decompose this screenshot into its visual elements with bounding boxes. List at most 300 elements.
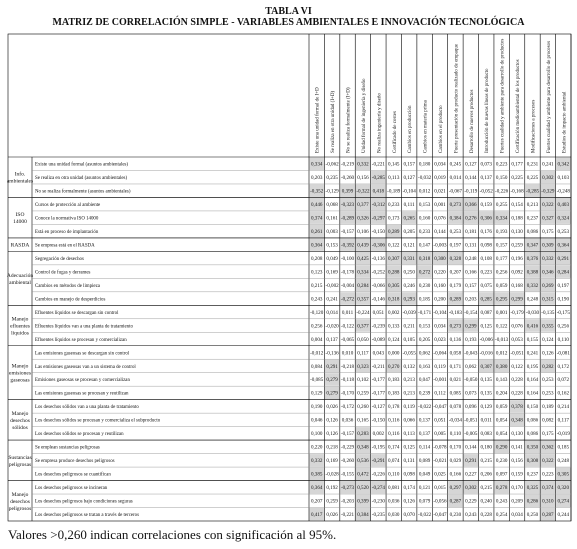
cell-value: 0,256	[495, 269, 508, 276]
cell-value: -0,195	[371, 444, 385, 451]
cell-value: -0,136	[325, 350, 339, 357]
cell-value: 0,169	[326, 269, 338, 276]
cell-value: -0,224	[356, 309, 370, 316]
cell-value: 0,131	[403, 458, 415, 465]
cell-value: -0,051	[510, 350, 524, 357]
cell-value: 0,254	[495, 512, 508, 519]
cell-value: -0,297	[371, 215, 385, 222]
cell-value: 0,207	[449, 269, 462, 276]
cell-value: 0,284	[557, 269, 570, 276]
cell-value: 0,183	[388, 390, 400, 397]
cell-value: 0,325	[526, 485, 539, 492]
cell-value: 0,137	[326, 336, 338, 343]
row-label: Los desechos peligrosos se cuantifican	[35, 472, 111, 478]
column-header: Certificación medioambiental de los productos	[516, 59, 522, 153]
cell-value: -0,150	[371, 417, 385, 424]
cell-value: 0,364	[310, 242, 323, 249]
cell-value: 0,248	[557, 458, 570, 465]
cell-value: 0,183	[388, 377, 400, 384]
cell-value: 0,259	[326, 498, 338, 505]
cell-value: 0,072	[557, 377, 570, 384]
cell-value: 0,273	[449, 201, 462, 208]
cell-value: 0,177	[495, 255, 508, 262]
cell-value: 0,165	[357, 417, 369, 424]
cell-value: 0,334	[495, 215, 508, 222]
cell-value: 0,049	[418, 471, 431, 478]
cell-value: 0,218	[326, 444, 338, 451]
group-label: Adecuación ambiental	[6, 272, 34, 286]
cell-value: 0,237	[526, 215, 539, 222]
cell-value: 0,074	[388, 458, 400, 465]
cell-value: 0,200	[434, 296, 446, 303]
cell-value: 0,177	[511, 161, 523, 168]
cell-value: -0,020	[325, 323, 339, 330]
cell-value: 0,188	[511, 215, 523, 222]
cell-value: 0,132	[403, 363, 415, 370]
cell-value: 0,196	[511, 255, 523, 262]
cell-value: 0,144	[465, 175, 477, 182]
cell-value: 0,157	[495, 242, 508, 249]
cell-value: -0,178	[340, 269, 355, 276]
row-label: Las emisiones gaseosas van a un sistema de control	[35, 364, 136, 370]
cell-value: 0,122	[495, 323, 508, 330]
cell-value: 0,399	[341, 188, 354, 195]
cell-value: 0,102	[357, 377, 369, 384]
cell-value: 0,240	[480, 498, 492, 505]
cell-value: -0,062	[325, 161, 339, 168]
cell-value: 0,026	[326, 404, 338, 411]
cell-value: 0,208	[310, 255, 323, 262]
row-label: Se empresa produce desechos peligrosos	[35, 459, 115, 465]
cell-value: 0,315	[542, 296, 554, 303]
cell-value: -0,047	[433, 404, 447, 411]
cell-value: 0,326	[357, 215, 369, 222]
row-label: Los desechos sólidos se procesan y reutilizan	[35, 432, 124, 438]
cell-value: 0,350	[526, 444, 539, 451]
cell-value: 0,144	[434, 228, 446, 235]
cell-value: 0,180	[418, 161, 431, 168]
cell-value: 0,227	[465, 471, 477, 478]
cell-value: 0,305	[388, 282, 400, 289]
cell-value: 0,051	[372, 309, 385, 316]
cell-value: 0,239	[418, 390, 431, 397]
cell-value: 0,021	[434, 188, 446, 195]
cell-value: 0,180	[480, 444, 492, 451]
cell-value: 0,282	[542, 363, 554, 370]
cell-value: -0,039	[402, 309, 416, 316]
cell-value: -0,127	[371, 404, 385, 411]
row-label: Está en proceso de implantación	[35, 229, 99, 235]
cell-value: 0,011	[480, 417, 492, 424]
cell-value: 0,207	[310, 498, 323, 505]
cell-value: -0,306	[371, 242, 385, 249]
cell-value: 0,332	[526, 282, 539, 289]
cell-value: 0,256	[310, 323, 323, 330]
cell-value: 0,374	[310, 215, 323, 222]
cell-value: 0,185	[557, 444, 570, 451]
cell-value: 0,051	[434, 417, 446, 424]
cell-value: 0,046	[310, 417, 323, 424]
cell-value: 0,043	[372, 350, 385, 357]
cell-value: 0,197	[449, 242, 462, 249]
cell-value: 0,209	[511, 498, 523, 505]
cell-value: 0,307	[480, 363, 492, 370]
cell-value: -0,291	[371, 458, 385, 465]
cell-value: 0,260	[357, 404, 369, 411]
cell-value: 0,122	[388, 242, 400, 249]
cell-value: 0,081	[388, 485, 400, 492]
cell-value: 0,166	[465, 269, 477, 276]
cell-value: 0,034	[511, 512, 523, 519]
cell-value: 0,053	[511, 336, 523, 343]
column-header: Unidad formal de ingeniería y diseño	[361, 78, 367, 153]
cell-value: 0,005	[434, 431, 446, 438]
cell-value: 0,285	[480, 296, 492, 303]
cell-value: 0,076	[511, 323, 523, 330]
cell-value: 0,145	[388, 161, 400, 168]
cell-value: 0,213	[403, 390, 415, 397]
cell-value: 0,154	[511, 201, 523, 208]
cell-value: 0,274	[557, 498, 570, 505]
footnote: Valores >0,260 indican correlaciones con significación al 95%.	[8, 527, 337, 542]
row-label: Cambios en métodos de limpieza	[35, 283, 100, 289]
cell-value: -0,329	[541, 188, 555, 195]
cell-value: 0,288	[388, 269, 400, 276]
cell-value: 0,181	[465, 228, 477, 235]
cell-value: 0,215	[480, 458, 492, 465]
cell-value: 0,126	[326, 431, 338, 438]
cell-value: 0,223	[495, 161, 508, 168]
cell-value: 0,014	[449, 175, 462, 182]
cell-value: -0,019	[556, 431, 570, 438]
cell-value: 0,116	[388, 431, 400, 438]
cell-value: 0,259	[511, 242, 523, 249]
cell-value: 0,153	[418, 201, 431, 208]
cell-value: 0,125	[480, 323, 492, 330]
cell-value: 0,015	[434, 485, 446, 492]
cell-value: -0,289	[340, 215, 355, 222]
cell-value: 0,269	[542, 282, 554, 289]
cell-value: 0,302	[465, 485, 477, 492]
cell-value: 0,160	[418, 215, 431, 222]
cell-value: 0,168	[511, 282, 523, 289]
cell-value: 0,143	[495, 377, 508, 384]
cell-value: 0,195	[526, 363, 539, 370]
row-label: Efluentes líquidos se procesan y comercializan	[35, 337, 127, 343]
column-header: Estudios de impacto ambiental	[562, 91, 568, 153]
cell-value: -0,047	[433, 512, 447, 519]
cell-value: 0,084	[310, 363, 323, 370]
cell-value: -0,013	[495, 336, 509, 343]
cell-value: 0,110	[449, 431, 462, 438]
cell-value: -0,022	[418, 404, 432, 411]
cell-value: 0,287	[542, 512, 554, 519]
cell-value: 0,000	[388, 350, 400, 357]
cell-value: 0,171	[449, 363, 462, 370]
cell-value: 0,347	[526, 242, 539, 249]
cell-value: 0,225	[511, 175, 523, 182]
cell-value: 0,034	[434, 161, 446, 168]
column-header: Modificaciones a procesos	[531, 99, 537, 153]
cell-value: 0,050	[357, 336, 369, 343]
cell-value: -0,065	[340, 336, 355, 343]
cell-value: -0,260	[340, 175, 355, 182]
cell-value: 0,293	[403, 296, 415, 303]
cell-value: 0,243	[310, 296, 323, 303]
cell-value: 0,300	[434, 255, 446, 262]
cell-value: 0,203	[310, 175, 323, 182]
cell-value: 0,131	[465, 242, 477, 249]
cell-value: 0,155	[526, 336, 539, 343]
cell-value: -0,171	[418, 309, 432, 316]
cell-value: 0,105	[403, 336, 415, 343]
cell-value: 0,291	[557, 255, 570, 262]
cell-value: 0,220	[310, 444, 323, 451]
cell-value: 0,012	[495, 350, 508, 357]
cell-value: 0,175	[542, 228, 554, 235]
row-label: Segregación de desechos	[35, 256, 84, 262]
cell-value: 0,119	[403, 404, 415, 411]
cell-value: 0,111	[403, 201, 415, 208]
cell-value: -0,030	[525, 309, 540, 316]
row-label: Efluentes líquidos se descargan sin control	[35, 310, 119, 316]
cell-value: -0,016	[479, 350, 493, 357]
cell-value: 0,058	[449, 350, 462, 357]
cell-value: 0,374	[542, 485, 554, 492]
cell-value: 0,122	[511, 363, 523, 370]
cell-value: -0,003	[433, 242, 447, 249]
cell-value: -0,043	[464, 350, 478, 357]
cell-value: 0,054	[495, 431, 508, 438]
cell-value: -0,211	[371, 363, 385, 370]
cell-value: 0,241	[542, 161, 554, 168]
cell-value: 0,309	[542, 242, 554, 249]
column-header: Cambios en materia prima	[423, 100, 429, 153]
cell-value: -0,170	[340, 390, 355, 397]
cell-value: -0,226	[371, 471, 385, 478]
cell-value: -0,119	[464, 188, 478, 195]
cell-value: 0,366	[465, 201, 477, 208]
cell-value: 0,259	[357, 390, 369, 397]
cell-value: -0,352	[310, 188, 324, 195]
cell-value: 0,348	[511, 417, 523, 424]
column-header: Existe una unidad formal de I+D	[315, 87, 321, 153]
cell-value: -0,221	[340, 512, 355, 519]
cell-value: -0,028	[325, 471, 339, 478]
cell-value: -0,066	[371, 282, 385, 289]
cell-value: 0,295	[495, 296, 508, 303]
cell-value: 0,243	[465, 512, 477, 519]
cell-value: 0,233	[388, 201, 400, 208]
cell-value: 0,418	[372, 188, 385, 195]
cell-value: 0,228	[480, 512, 492, 519]
cell-value: 0,112	[434, 390, 446, 397]
cell-value: 0,169	[326, 458, 338, 465]
row-label: Los desechos sólidos se procesan y comercializa el subproducto	[35, 418, 161, 424]
cell-value: -0,273	[340, 485, 355, 492]
group-label: Manejo desechos sólidos	[10, 410, 30, 431]
cell-value: 0,261	[310, 228, 323, 235]
cell-value: -0,032	[418, 175, 432, 182]
cell-value: 0,002	[372, 431, 385, 438]
row-label: Emisiones gaseosas se procesan y comercializan	[35, 378, 130, 384]
cell-value: 0,287	[449, 498, 462, 505]
cell-value: 0,049	[326, 255, 338, 262]
cell-value: 0,034	[434, 323, 446, 330]
cell-value: -0,056	[433, 498, 447, 505]
cell-value: 0,206	[480, 471, 492, 478]
cell-value: 0,153	[418, 323, 431, 330]
cell-value: -0,221	[371, 161, 385, 168]
cell-value: 0,126	[403, 498, 415, 505]
cell-value: -0,248	[556, 188, 570, 195]
cell-value: 0,278	[495, 485, 508, 492]
row-label: Conoce la normativa ISO 14000	[35, 216, 99, 222]
cell-value: 0,179	[449, 282, 462, 289]
cell-value: 0,062	[418, 350, 431, 357]
cell-value: 0,092	[511, 269, 523, 276]
group-label: RASDA	[10, 242, 30, 249]
cell-value: 0,135	[480, 377, 492, 384]
cell-value: -0,183	[448, 309, 462, 316]
cell-value: -0,129	[325, 188, 339, 195]
cell-value: -0,177	[371, 377, 385, 384]
column-header: Se realiza en otra unidad (I+D)	[331, 90, 337, 153]
cell-value: 0,230	[495, 458, 508, 465]
cell-value: 0,245	[449, 161, 462, 168]
cell-value: 0,126	[542, 350, 554, 357]
cell-value: 0,047	[418, 377, 431, 384]
cell-value: -0,067	[448, 188, 462, 195]
cell-value: 0,010	[341, 350, 354, 357]
cell-value: 0,193	[495, 228, 508, 235]
cell-value: 0,255	[495, 201, 508, 208]
cell-value: -0,177	[371, 390, 385, 397]
cell-value: 0,153	[326, 242, 338, 249]
cell-value: 0,157	[403, 161, 415, 168]
cell-value: 0,114	[418, 444, 431, 451]
cell-value: -0,168	[510, 188, 524, 195]
cell-value: 0,225	[526, 175, 539, 182]
cell-value: 0,025	[434, 471, 446, 478]
cell-value: 0,082	[542, 417, 554, 424]
cell-value: 0,318	[388, 296, 400, 303]
cell-value: 0,250	[526, 512, 539, 519]
cell-value: 0,190	[557, 296, 570, 303]
row-label: Los desechos peligrosos se incineran	[35, 486, 108, 492]
cell-value: 0,384	[449, 215, 462, 222]
cell-value: 0,193	[465, 336, 477, 343]
cell-value: 0,265	[403, 215, 415, 222]
cell-value: -0,218	[340, 363, 355, 370]
cell-value: -0,229	[340, 444, 355, 451]
column-header: Fuertes cualidad y ambiente para desarrollo de productos	[500, 38, 506, 153]
cell-value: 0,125	[403, 444, 415, 451]
cell-value: -0,272	[340, 296, 355, 303]
cell-value: 0,203	[465, 296, 477, 303]
cell-value: 0,173	[388, 215, 400, 222]
row-label: Los desechos peligrosos se tratan a través de terceros	[35, 513, 140, 519]
cell-value: 0,170	[511, 485, 523, 492]
cell-value: 0,376	[526, 255, 539, 262]
row-label: Control de fugas y derrames	[35, 270, 91, 276]
cell-value: -0,322	[356, 188, 370, 195]
cell-value: -0,155	[340, 471, 355, 478]
cell-value: -0,118	[341, 377, 355, 384]
cell-value: 0,520	[357, 485, 369, 492]
column-header: Fuerte presentación de producto realizado de empaque	[454, 43, 460, 153]
cell-value: 0,097	[495, 471, 508, 478]
cell-value: 0,214	[557, 404, 570, 411]
cell-value: -0,002	[325, 282, 339, 289]
cell-value: 0,119	[434, 363, 446, 370]
cell-value: 0,123	[310, 269, 323, 276]
cell-value: 0,150	[526, 404, 539, 411]
cell-value: -0,022	[418, 512, 432, 519]
cell-value: 0,306	[480, 215, 492, 222]
cell-value: 0,170	[449, 444, 462, 451]
cell-value: -0,150	[371, 228, 385, 235]
cell-value: 0,197	[557, 282, 570, 289]
cell-value: 0,215	[480, 485, 492, 492]
cell-value: 0,150	[495, 175, 508, 182]
cell-value: -0,078	[433, 444, 447, 451]
cell-value: 0,011	[341, 309, 354, 316]
cell-value: 0,302	[542, 175, 554, 182]
cell-value: 0,215	[310, 282, 323, 289]
cell-value: 0,213	[526, 201, 539, 208]
cell-value: 0,355	[542, 323, 554, 330]
cell-value: 0,086	[526, 431, 539, 438]
cell-value: 0,322	[542, 458, 554, 465]
row-label: Se emplean sustancias peligrosas	[35, 445, 100, 451]
cell-value: 0,362	[542, 444, 554, 451]
cell-value: 0,062	[465, 363, 477, 370]
cell-value: 0,241	[526, 350, 539, 357]
table-title: TABLA VI	[265, 6, 312, 17]
cell-value: 0,136	[449, 336, 462, 343]
column-header: Cambios en el producto	[439, 105, 444, 153]
cell-value: -0,175	[556, 309, 570, 316]
cell-value: 0,083	[480, 431, 492, 438]
cell-value: 0,253	[542, 390, 554, 397]
cell-value: 0,075	[480, 282, 492, 289]
cell-value: 0,425	[357, 255, 369, 262]
cell-value: 0,036	[341, 417, 354, 424]
cell-value: -0,064	[433, 350, 447, 357]
cell-value: -0,154	[464, 309, 478, 316]
cell-value: 0,164	[526, 377, 539, 384]
cell-value: 0,334	[357, 269, 369, 276]
row-label: Se realiza en otra unidad (asuntos ambientales)	[35, 176, 128, 182]
cell-value: -0,239	[371, 323, 385, 330]
cell-value: 0,029	[449, 458, 462, 465]
cell-value: -0,012	[310, 350, 324, 357]
cell-value: 0,137	[418, 431, 431, 438]
cell-value: 0,129	[480, 404, 492, 411]
cell-value: 0,126	[326, 417, 338, 424]
cell-value: 0,001	[434, 201, 446, 208]
cell-value: -0,252	[371, 269, 385, 276]
column-header: No se realiza formalmente (I+D)	[346, 87, 352, 153]
cell-value: 0,189	[542, 404, 554, 411]
cell-value: 0,137	[418, 417, 431, 424]
cell-value: 0,439	[357, 242, 369, 249]
group-label: ISO 14000	[13, 212, 27, 226]
cell-value: 0,185	[418, 296, 431, 303]
cell-value: 0,299	[511, 296, 523, 303]
cell-value: -0,274	[371, 485, 385, 492]
